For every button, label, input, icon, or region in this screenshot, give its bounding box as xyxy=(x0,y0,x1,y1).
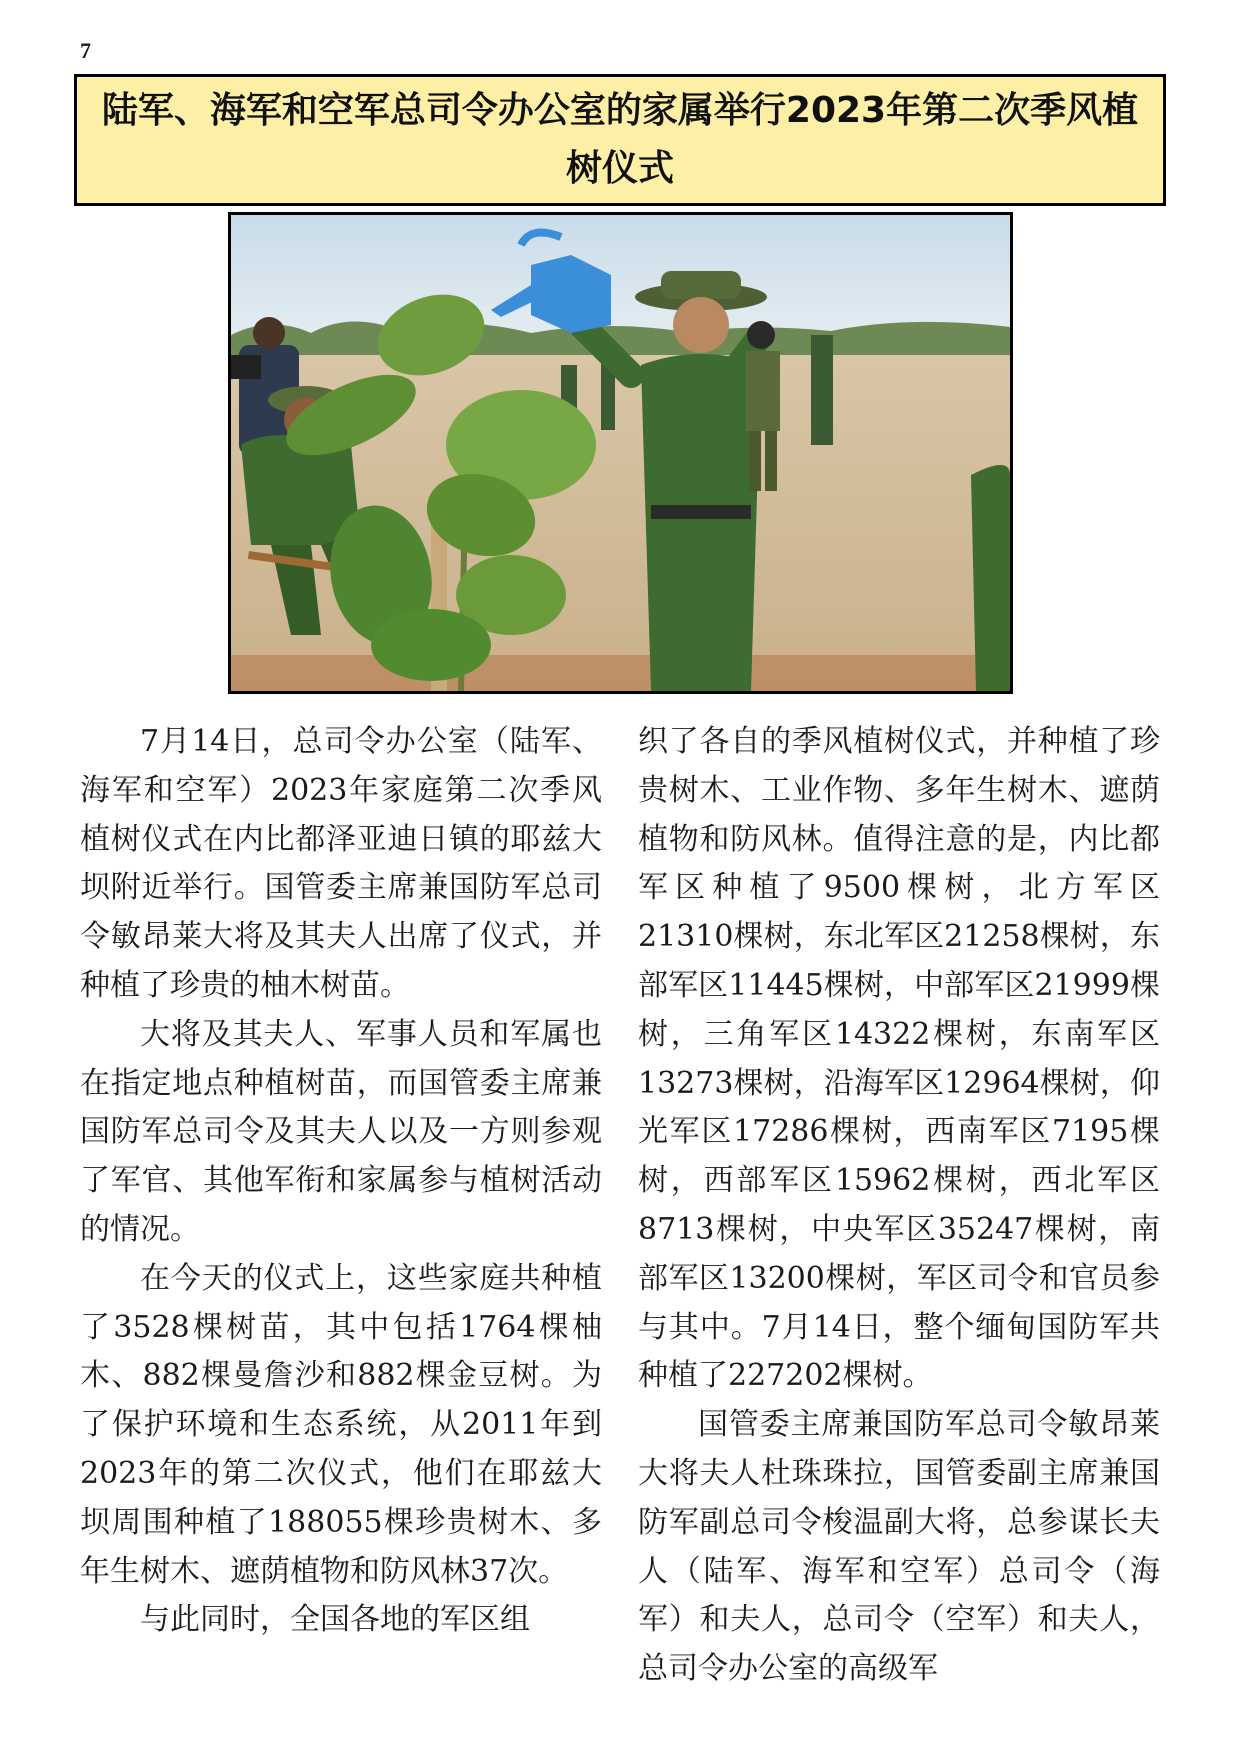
brick-border xyxy=(231,655,1010,691)
edge-soldier xyxy=(971,465,1010,691)
article-left-column xyxy=(80,718,602,1645)
article-title-box xyxy=(74,74,1166,206)
article-title: 陆军、海军和空军总司令办公室的家属举行2023年第二次季风植树仪式 xyxy=(101,90,1139,189)
article-photo xyxy=(228,212,1013,694)
tree-planting-photo xyxy=(231,215,1010,691)
paragraph: 国管委主席兼国防军总司令敏昂莱大将夫人杜珠珠拉，国管委副主席兼国防军副总司令梭温副大将，总参谋长夫人（陆军、海军和空军）总司令（海军）和夫人，总司令（空军）和夫人，总司令办公室的高级军 xyxy=(638,1407,1160,1687)
paragraph: 与此同时，全国各地的军区组 xyxy=(140,1602,530,1638)
page-number: 7 xyxy=(80,38,91,63)
paragraph: 在今天的仪式上，这些家庭共种植了3528棵树苗，其中包括1764棵柚木、882棵曼詹沙和882棵金豆树。为了保护环境和生态系统，从2011年到2023年的第二次仪式，他们在耶兹大坝周围种植了188055棵珍贵树木、多年生树木、遮荫植物和防风林37次。 xyxy=(80,1260,602,1589)
paragraph: 大将及其夫人、军事人员和军属也在指定地点种植树苗，而国管委主席兼国防军总司令及其夫人以及一方则参观了军官、其他军衔和家属参与植树活动的情况。 xyxy=(80,1016,602,1247)
paragraph: 织了各自的季风植树仪式，并种植了珍贵树木、工业作物、多年生树木、遮荫植物和防风林。值得注意的是，内比都军区种植了9500棵树，北方军区21310棵树，东北军区21258棵树，东部军区11445棵树，中部军区21999棵树，三角军区14322棵树，东南军区13273棵树，沿海军区12964棵树，仰光军区17286棵树，西南军区7195棵树，西部军区15962棵树，西北军区8713棵树，中央军区35247棵树，南部军区13200棵树，军区司令和官员参与其中。7月14日，整个缅甸国防军共种植了227202棵树。 xyxy=(638,724,1160,1394)
paragraph: 7月14日，总司令办公室（陆军、海军和空军）2023年家庭第二次季风植树仪式在内比都泽亚迪日镇的耶兹大坝附近举行。国管委主席兼国防军总司令敏昂莱大将及其夫人出席了仪式，并种植了珍贵的柚木树苗。 xyxy=(80,724,602,1003)
article-right-column xyxy=(638,718,1160,1694)
